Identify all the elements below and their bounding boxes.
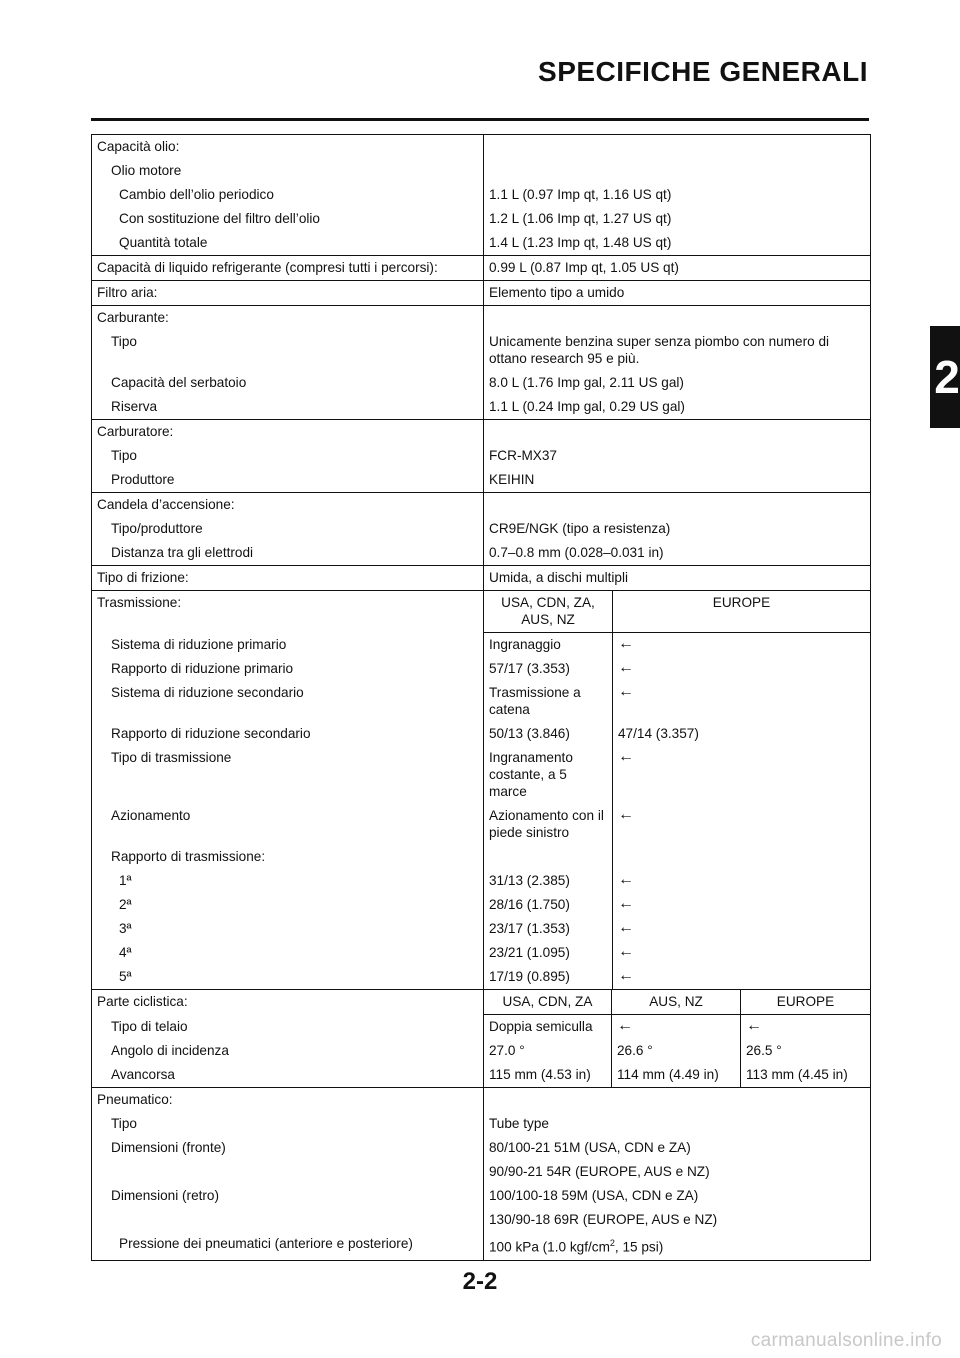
same-as-arrow: ← [613, 746, 871, 804]
column-header: EUROPE [741, 990, 871, 1015]
spec-value: 26.5 ° [741, 1039, 871, 1063]
table-row [92, 845, 871, 869]
spec-label: Cambio dell’olio periodico [92, 183, 484, 207]
column-header: AUS, NZ [612, 990, 741, 1015]
same-as-arrow: ← [613, 804, 871, 845]
spec-value: 1.1 L (0.24 Imp gal, 0.29 US gal) [484, 395, 871, 420]
spec-value: 57/17 (3.353) [484, 657, 613, 681]
transmission-label: Trasmissione: [92, 591, 484, 633]
spec-label: Tipo [92, 1112, 484, 1136]
table-row [92, 990, 871, 1015]
table-row [92, 633, 871, 658]
clutch-value: Umida, a dischi multipli [484, 566, 871, 591]
table-row [92, 917, 871, 941]
spec-label: Rapporto di riduzione primario [92, 657, 484, 681]
spec-value: CR9E/NGK (tipo a resistenza) [484, 517, 871, 541]
gear-label: 1ª [92, 869, 484, 893]
spec-value: 31/13 (2.385) [484, 869, 613, 893]
spec-value: 17/19 (0.895) [484, 965, 613, 990]
gear-label: 4ª [92, 941, 484, 965]
tire-pressure-exponent: 2 [609, 1238, 615, 1248]
table-row [92, 281, 871, 306]
table-row [92, 541, 871, 566]
spec-label: Riserva [92, 395, 484, 420]
table-row [92, 1136, 871, 1160]
spec-value: 80/100-21 51M (USA, CDN e ZA) [484, 1136, 871, 1160]
table-row [92, 444, 871, 468]
table-row [92, 517, 871, 541]
table-row [92, 468, 871, 493]
spec-value: 130/90-18 69R (EUROPE, AUS e NZ) [484, 1208, 871, 1232]
spec-label: Rapporto di riduzione secondario [92, 722, 484, 746]
spec-value: 50/13 (3.846) [484, 722, 613, 746]
spec-label: Distanza tra gli elettrodi [92, 541, 484, 566]
spec-label: Capacità del serbatoio [92, 371, 484, 395]
table-row [92, 1015, 871, 1040]
spec-value: Unicamente benzina super senza piombo con numero di ottano research 95 e più. [484, 330, 871, 371]
table-row [92, 183, 871, 207]
same-as-arrow: ← [613, 893, 871, 917]
spec-value: 113 mm (4.45 in) [741, 1063, 871, 1088]
spec-label: Quantità totale [92, 231, 484, 256]
spec-value: 23/21 (1.095) [484, 941, 613, 965]
spec-value: 1.4 L (1.23 Imp qt, 1.48 US qt) [484, 231, 871, 256]
tire-pressure-text: 100 kPa (1.0 kgf/cm [489, 1239, 610, 1255]
spec-label: Avancorsa [92, 1063, 484, 1088]
chassis-label: Parte ciclistica: [92, 990, 484, 1015]
engine-oil-label: Olio motore [92, 159, 484, 183]
carburetor-label: Carburatore: [92, 420, 484, 445]
air-filter-label: Filtro aria: [92, 281, 484, 306]
tire-pressure-value [484, 1232, 871, 1260]
spec-value: Azionamento con il piede sinistro [484, 804, 613, 845]
table-row [92, 869, 871, 893]
spec-label: Tipo [92, 444, 484, 468]
fuel-label: Carburante: [92, 306, 484, 331]
same-as-arrow: ← [741, 1015, 871, 1040]
page-number: 2-2 [462, 1268, 498, 1295]
table-row [92, 1160, 871, 1184]
spec-label: Tipo di telaio [92, 1015, 484, 1040]
table-row [92, 965, 871, 990]
spec-label: Azionamento [92, 804, 484, 845]
spark-plug-label: Candela d’accensione: [92, 493, 484, 518]
watermark: carmanualsonline.info [750, 1330, 942, 1351]
table-row [92, 371, 871, 395]
spec-value: Doppia semiculla [484, 1015, 612, 1040]
same-as-arrow: ← [613, 941, 871, 965]
same-as-arrow: ← [612, 1015, 741, 1040]
table-row [92, 746, 871, 804]
spec-value: 8.0 L (1.76 Imp gal, 2.11 US gal) [484, 371, 871, 395]
spec-value: 114 mm (4.49 in) [612, 1063, 741, 1088]
spec-value: 27.0 ° [484, 1039, 612, 1063]
spec-value: 0.7–0.8 mm (0.028–0.031 in) [484, 541, 871, 566]
table-row [92, 493, 871, 518]
spec-label: Produttore [92, 468, 484, 493]
page-title: SPECIFICHE GENERALI [538, 56, 868, 87]
spec-value: Tube type [484, 1112, 871, 1136]
spec-label: Dimensioni (retro) [92, 1184, 484, 1208]
spec-value: 1.2 L (1.06 Imp qt, 1.27 US qt) [484, 207, 871, 231]
table-row [92, 231, 871, 256]
table-row [92, 1088, 871, 1113]
clutch-label: Tipo di frizione: [92, 566, 484, 591]
table-row [92, 681, 871, 722]
table-row [92, 1112, 871, 1136]
spec-value: 26.6 ° [612, 1039, 741, 1063]
spec-value: Ingranaggio [484, 633, 613, 658]
table-row [92, 1063, 871, 1088]
same-as-arrow: ← [613, 657, 871, 681]
spec-value: 115 mm (4.53 in) [484, 1063, 612, 1088]
oil-label: Capacità olio: [92, 135, 484, 160]
chapter-tab [930, 326, 960, 428]
same-as-arrow: ← [613, 917, 871, 941]
spec-label: Tipo di trasmissione [92, 746, 484, 804]
table-row [92, 420, 871, 445]
spec-value: 100/100-18 59M (USA, CDN e ZA) [484, 1184, 871, 1208]
spec-label: Tipo/produttore [92, 517, 484, 541]
spec-label: Con sostituzione del filtro dell’olio [92, 207, 484, 231]
column-header: USA, CDN, ZA [484, 990, 612, 1015]
spec-value: KEIHIN [484, 468, 871, 493]
tires-label: Pneumatico: [92, 1088, 484, 1113]
table-row [92, 1039, 871, 1063]
table-row [92, 893, 871, 917]
spec-label: Sistema di riduzione secondario [92, 681, 484, 722]
spec-value: 90/90-21 54R (EUROPE, AUS e NZ) [484, 1160, 871, 1184]
table-row [92, 207, 871, 231]
table-row [92, 657, 871, 681]
table-row [92, 566, 871, 591]
table-row [92, 306, 871, 331]
spec-label: Dimensioni (fronte) [92, 1136, 484, 1160]
spec-label: Sistema di riduzione primario [92, 633, 484, 658]
same-as-arrow: ← [613, 681, 871, 722]
gear-label: 2ª [92, 893, 484, 917]
spec-value: 28/16 (1.750) [484, 893, 613, 917]
spec-value: FCR-MX37 [484, 444, 871, 468]
same-as-arrow: ← [613, 965, 871, 990]
table-row [92, 395, 871, 420]
chapter-number: 2 [934, 351, 960, 403]
spec-table [91, 134, 871, 1261]
column-header: EUROPE [613, 591, 871, 633]
gear-label: 5ª [92, 965, 484, 990]
column-header: USA, CDN, ZA, AUS, NZ [484, 591, 613, 633]
gear-ratio-label: Rapporto di trasmissione: [92, 845, 484, 869]
tire-pressure-text: , 15 psi) [614, 1239, 664, 1255]
same-as-arrow: ← [613, 869, 871, 893]
table-row [92, 1184, 871, 1208]
table-row [92, 256, 871, 281]
gear-label: 3ª [92, 917, 484, 941]
table-row [92, 1208, 871, 1232]
spec-value: Ingranamento costante, a 5 marce [484, 746, 613, 804]
spec-value: 1.1 L (0.97 Imp qt, 1.16 US qt) [484, 183, 871, 207]
coolant-label: Capacità di liquido refrigerante (compresi tutti i percorsi): [92, 256, 484, 281]
air-filter-value: Elemento tipo a umido [484, 281, 871, 306]
spec-value: Trasmissione a catena [484, 681, 613, 722]
table-row [92, 804, 871, 845]
same-as-arrow: ← [613, 633, 871, 658]
table-row [92, 941, 871, 965]
spec-label: Pressione dei pneumatici (anteriore e posteriore) [92, 1232, 484, 1260]
table-row [92, 722, 871, 746]
coolant-value: 0.99 L (0.87 Imp qt, 1.05 US qt) [484, 256, 871, 281]
spec-label: Tipo [92, 330, 484, 371]
title-divider [91, 118, 869, 121]
spec-label: Angolo di incidenza [92, 1039, 484, 1063]
table-row [92, 1232, 871, 1260]
table-row [92, 591, 871, 633]
spec-value: 23/17 (1.353) [484, 917, 613, 941]
table-row [92, 159, 871, 183]
table-row [92, 135, 871, 160]
table-row [92, 330, 871, 371]
spec-value: 47/14 (3.357) [613, 722, 871, 746]
